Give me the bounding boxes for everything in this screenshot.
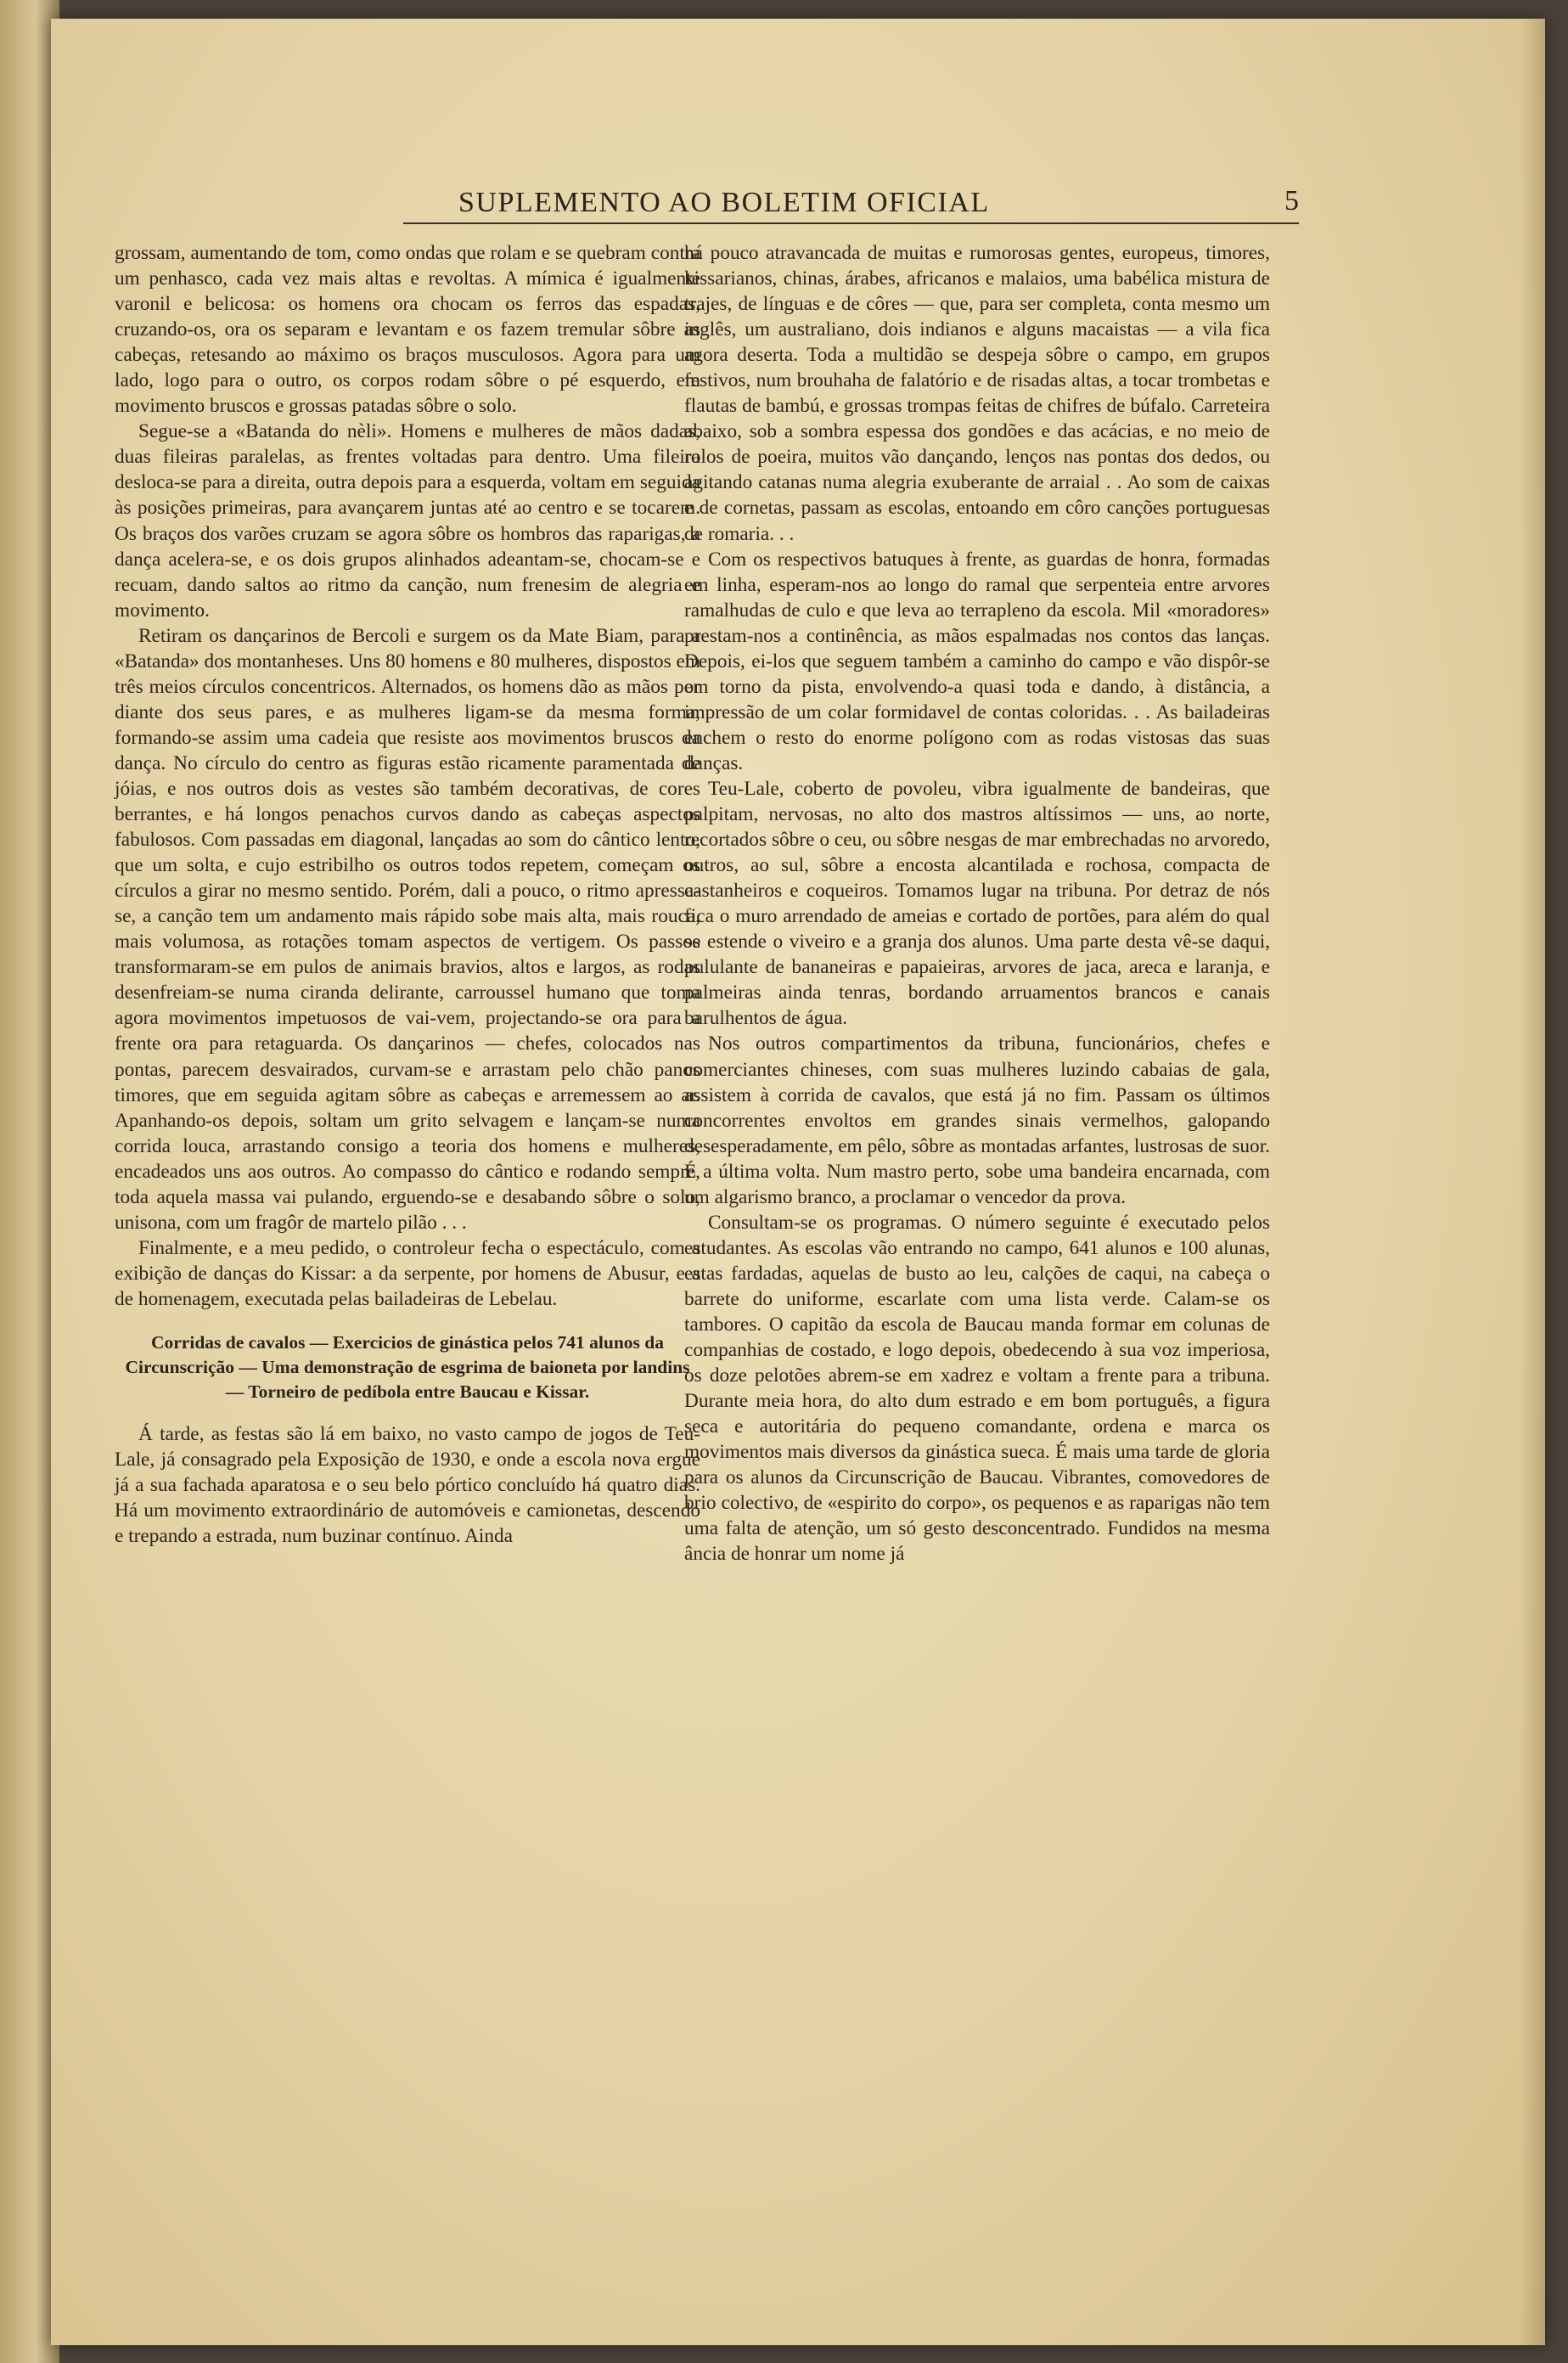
paragraph: Consultam-se os programas. O número seguinte é executado pelos estudantes. As escolas vão entrando no campo, 641 alunos e 100 alunas, estas fardadas, aquelas de busto ao leu, calções de caqui, na cabeça o barrete do uniforme, escarlate com uma lista verde. Calam-se os tambores. O capitão da escola de Baucau manda formar em colunas de companhias de costado, e logo depois, obedecendo à sua voz imperiosa, os doze pelotões abrem-se em xadrez e voltam a frente para a tribuna. Durante meia hora, do alto dum estrado e em bom português, a figura seca e autoritária do pequeno comandante, ordena e marca os movimentos mais diversos da ginástica sueca. É mais uma tarde de gloria para os alunos da Circunscrição de Baucau. Vibrantes, comovedores de brio colectivo, de «espirito do corpo», os pequenos e as raparigas não tem uma falta de atenção, um só gesto desconcentrado. Fundidos na mesma ância de honrar um nome já — [684, 1211, 1270, 1566]
page-shadow-edge — [1520, 19, 1545, 2345]
page-number: 5 — [1284, 185, 1299, 217]
paragraph: há pouco atravancada de muitas e rumorosas gentes, europeus, timores, kissarianos, chinas, árabes, africanos e malaios, uma babélica mistura de trajes, de línguas e de côres — que, para ser completa, conta mesmo um inglês, um australiano, dois indianos e alguns macaistas — a vila fica agora deserta. Toda a multidão se despeja sôbre o campo, em grupos festivos, num brouhaha de falatório e de risadas altas, a tocar trombetas e flautas de bambú, e grossas trompas feitas de chifres de búfalo. Carreteira abaixo, sob a sombra espessa dos gondões e das acácias, e no meio de rolos de poeira, muitos vão dançando, lenços nas pontas dos dedos, ou agitando catanas numa alegria exuberante de arraial . . Ao som de caixas e de cornetas, passam as escolas, entoando em côro canções portuguesas de romaria. . . — [684, 242, 1270, 545]
paragraph: Segue-se a «Batanda do nèli». Homens e mulheres de mãos dadas, duas fileiras paralelas, as frentes voltadas para dentro. Uma fileira desloca-se para a direita, outra depois para a esquerda, voltam em seguida às posições primeiras, para avançarem juntas até ao centro e se tocarem. Os braços dos varões cruzam se agora sôbre os hombros das raparigas, a dança acelera-se, e os dois grupos alinhados adeantam-se, chocam-se e recuam, dando saltos ao ritmo da canção, num frenesim de alegria e movimento. — [115, 420, 700, 622]
paragraph: Á tarde, as festas são lá em baixo, no vasto campo de jogos de Teu-Lale, já consagrado pela Exposição de 1930, e onde a escola nova ergue já a sua fachada aparatosa e o seu belo pórtico concluído há quatro dias. Há um movimento extraordinário de automóveis e camionetas, descendo e trepando a estrada, num buzinar contínuo. Ainda — [115, 1422, 700, 1548]
paragraph: Com os respectivos batuques à frente, as guardas de honra, formadas em linha, esperam-nos ao longo do ramal que serpenteia entre arvores ramalhudas de culo e que leva ao terrapleno da escola. Mil «moradores» prestam-nos a continência, as mãos espalmadas nos contos das lanças. Depois, ei-los que seguem também a caminho do campo e vão dispôr-se em torno da pista, envolvendo-a quasi toda e dando, à distância, a impressão de um colar formidavel de contas coloridas. . . As bailadeiras enchem o resto do enorme polígono com as rodas vistosas das suas danças. — [684, 548, 1270, 774]
section-heading: Corridas de cavalos — Exercicios de ginástica pelos 741 alunos da Circunscrição — Uma demonstração de esgrima de baioneta por landins — Torneiro de pedíbola entre Baucau e Kissar. — [125, 1331, 690, 1402]
paragraph: Retiram os dançarinos de Bercoli e surgem os da Mate Biam, para a «Batanda» dos montanheses. Uns 80 homens e 80 mulheres, dispostos em três meios círculos concentricos. Alternados, os homens dão as mãos por diante dos seus pares, e as mulheres ligam-se da mesma forma, formando-se assim uma cadeia que resiste aos movimentos bruscos da dança. No círculo do centro as figuras estão ricamente paramentada de jóias, e nos outros dois as vestes são também decorativas, de cores berrantes, e há longos penachos curvos dando as cabeças aspectos fabulosos. Com passadas em diagonal, lançadas ao som do cântico lento, que um solta, e cujo estribilho os outros todos repetem, começam os círculos a girar no mesmo sentido. Porém, dali a pouco, o ritmo apressa-se, a canção tem um andamento mais rápido sobe mais alta, mais rouca, mais volumosa, as rotações tomam aspectos de vertigem. Os passos transformaram-se em pulos de animais bravios, altos e largos, as rodas desenfreiam-se numa ciranda delirante, carroussel humano que toma agora movimentos impetuosos de vai-vem, projectando-se ora para a frente ora para retaguarda. Os dançarinos — chefes, colocados nas pontas, parecem desvairados, curvam-se e arrastam pelo chão panos timores, que em seguida agitam sôbre as cabeças e arremessem ao ar. Apanhando-os depois, soltam um grito selvagem e lançam-se numa corrida louca, arrastando consigo a teoria dos homens e mulheres, encadeados uns aos outros. Ao compasso do cântico e rodando sempre, toda aquela massa vai pulando, erguendo-se e desabando sôbre o solo, unisona, com um fragôr de martelo pilão . . . — [115, 624, 700, 1234]
left-column — [115, 240, 700, 1549]
publication-title: SUPLEMENTO AO BOLETIM OFICIAL — [458, 187, 990, 218]
paragraph: Finalmente, e a meu pedido, o controleur fecha o espectáculo, com a exibição de danças do Kissar: a da serpente, por homens de Abusur, e a de homenagem, executada pelas bailadeiras de Lebelau. — [115, 1236, 700, 1310]
paragraph: Nos outros compartimentos da tribuna, funcionários, chefes e comerciantes chineses, com suas mulheres luzindo cabaias de gala, assistem à corrida de cavalos, que está já no fim. Passam os últimos concorrentes envoltos em grandes sinais vermelhos, galopando desesperadamente, em pêlo, sôbre as montadas arfantes, lustrosas de suor. É a última volta. Num mastro perto, sobe uma bandeira encarnada, com um algarismo branco, a proclamar o vencedor da prova. — [684, 1032, 1270, 1208]
paragraph: grossam, aumentando de tom, como ondas que rolam e se quebram contra um penhasco, cada vez mais altas e revoltas. A mímica é igualmente varonil e belicosa: os homens ora chocam os ferros das espadas, cruzando-os, ora os separam e levantam e os fazem tremular sôbre as cabeças, retesando ao máximo os braços musculosos. Agora para um lado, logo para o outro, os corpos rodam sôbre o pé esquerdo, em movimento bruscos e grossas patadas sôbre o solo. — [115, 242, 700, 418]
header-rule — [403, 222, 1299, 224]
right-column — [684, 240, 1270, 1567]
running-header — [403, 185, 1299, 224]
paragraph: Teu-Lale, coberto de povoleu, vibra igualmente de bandeiras, que palpitam, nervosas, no alto dos mastros altíssimos — uns, ao norte, recortados sôbre o ceu, ou sôbre nesgas de mar embrechadas no arvoredo, outros, ao sul, sôbre a encosta alcantilada e rochosa, compacta de castanheiros e coqueiros. Tomamos lugar na tribuna. Por detraz de nós fica o muro arrendado de ameias e cortado de portões, para além do qual se estende o viveiro e a granja dos alunos. Uma parte desta vê-se daqui, pululante de bananeiras e papaieiras, arvores de jaca, areca e laranja, e palmeiras ainda tenras, bordando arruamentos brancos e canais barulhentos de água. — [684, 777, 1270, 1030]
